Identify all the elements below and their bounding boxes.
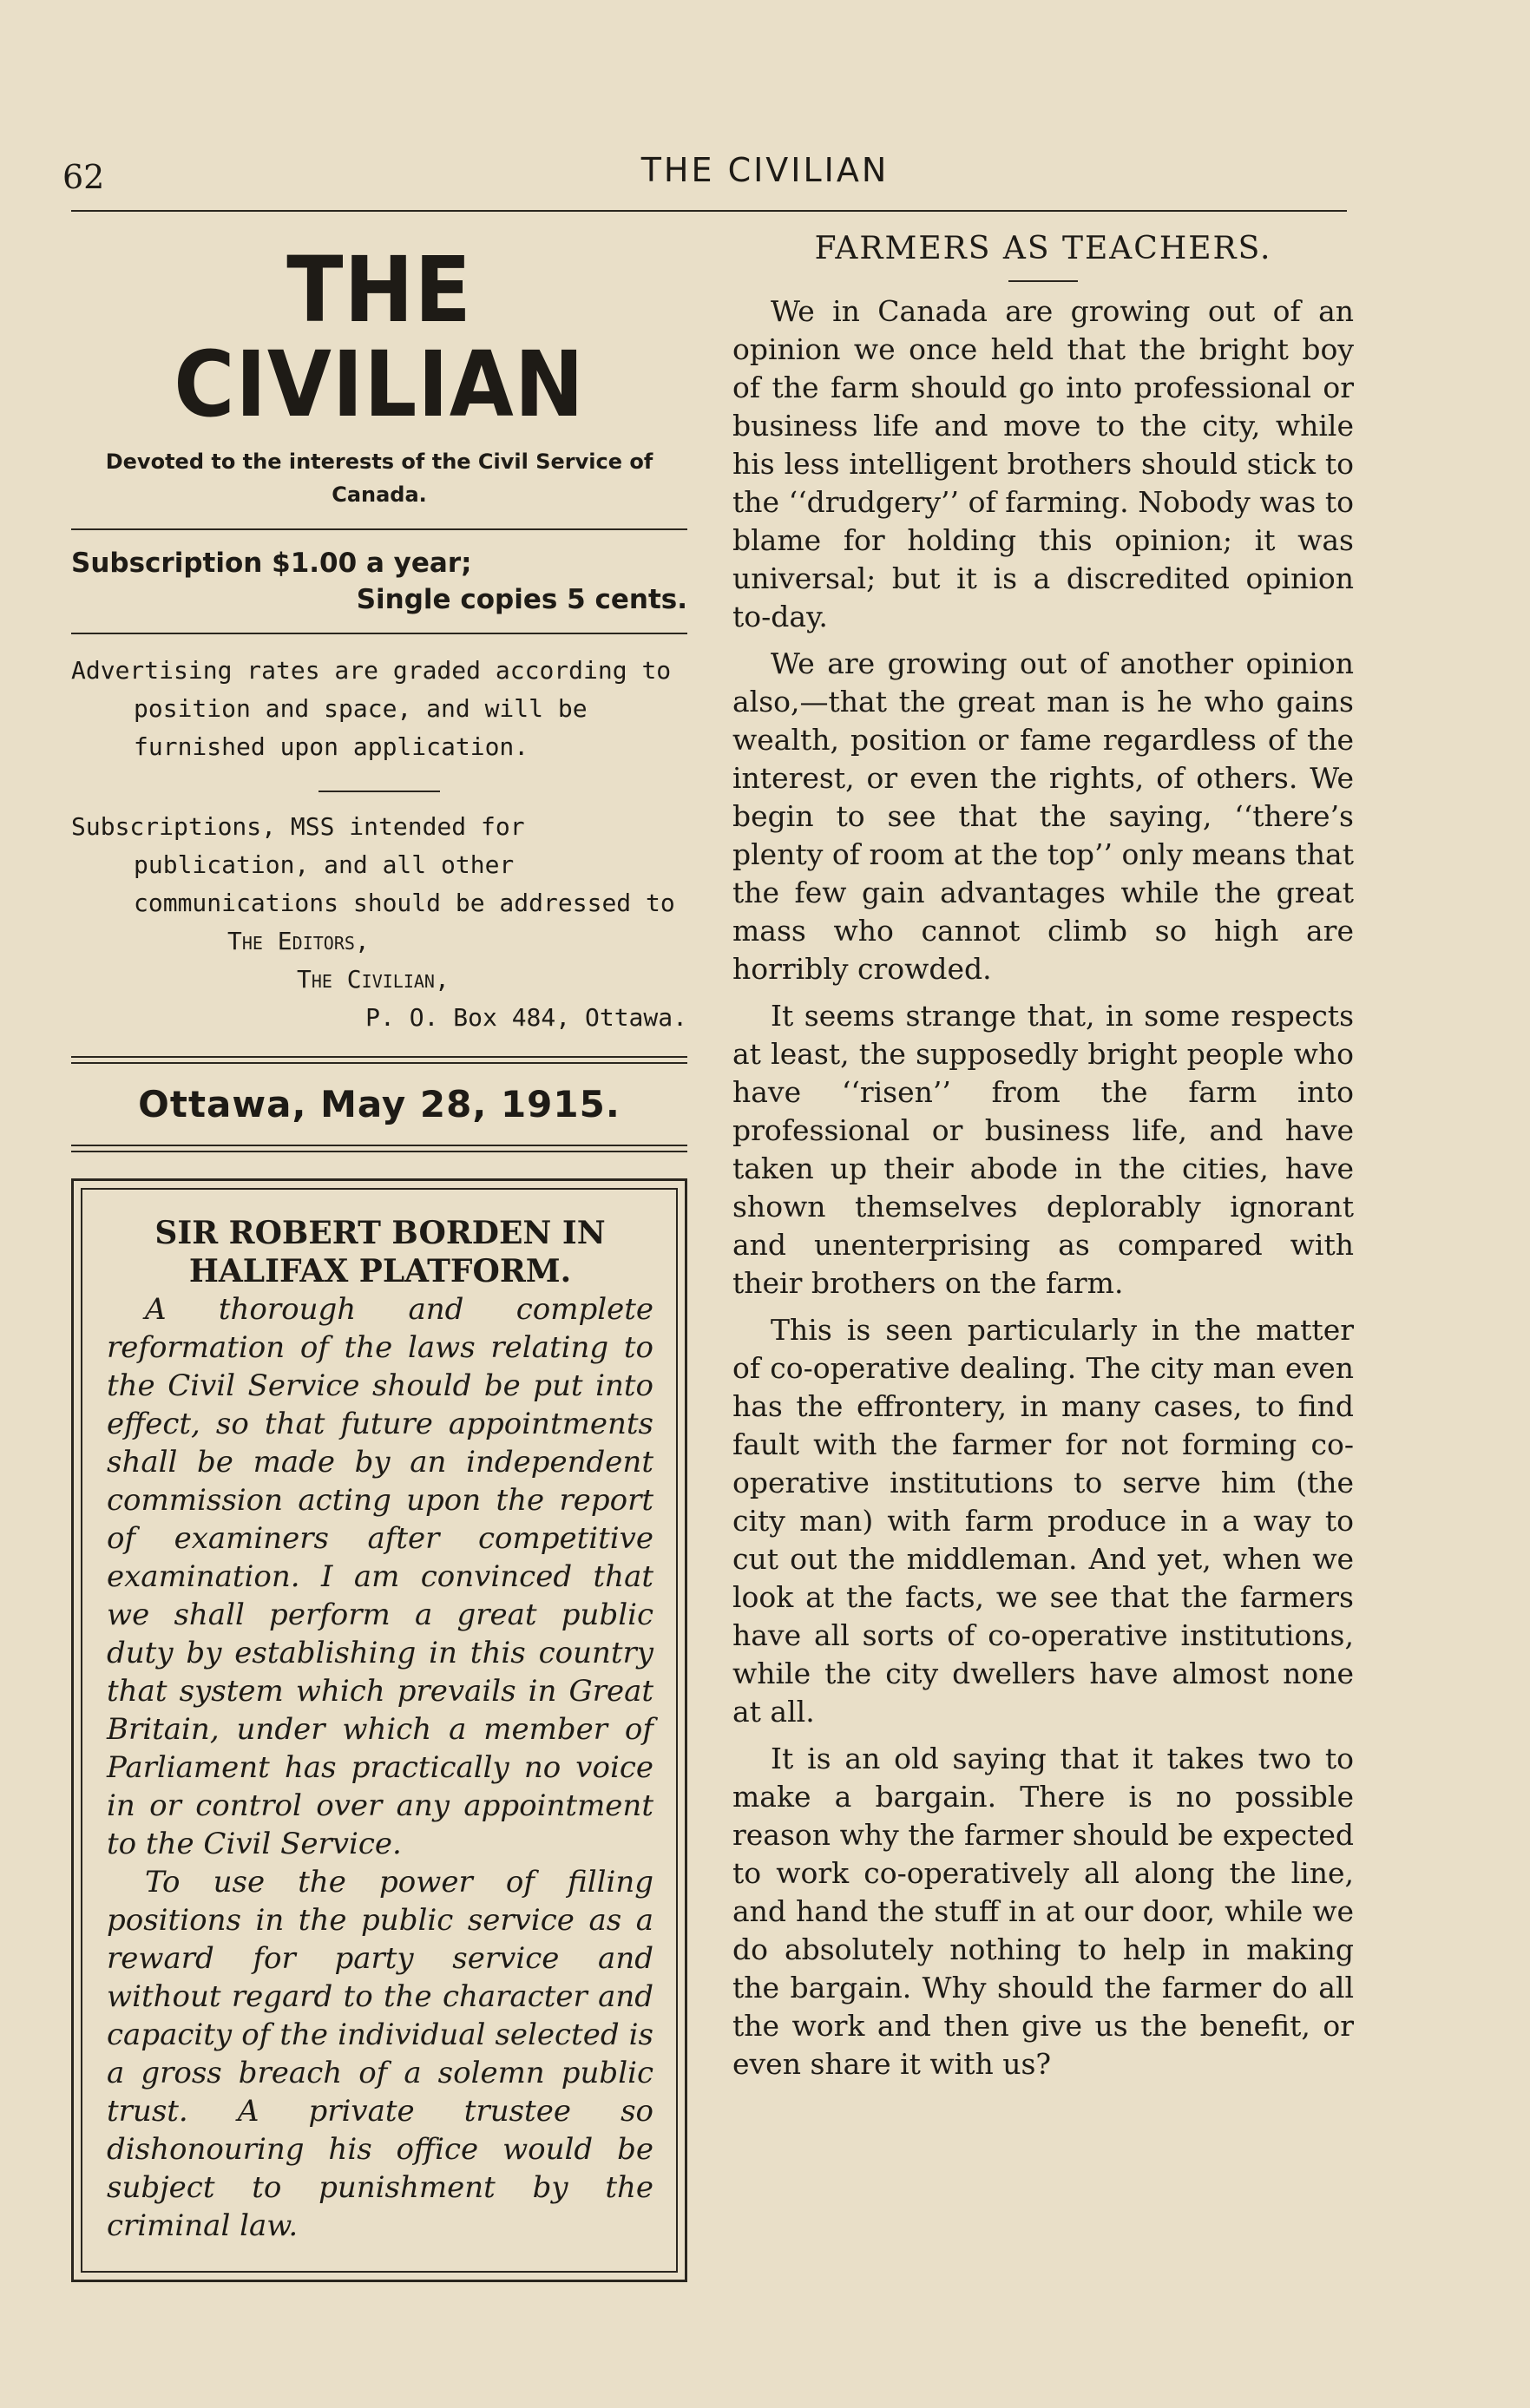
issue-date: Ottawa, May 28, 1915.: [138, 1082, 621, 1125]
left-column: [71, 227, 687, 2282]
article-title: FARMERS AS TEACHERS.: [814, 231, 1272, 266]
quote-paragraph: To use the power of filling positions in the public service as a reward for party service and without regard to the character and capacity of the individual selected is a gross breach of a solemn public trust. A private trustee so dishonouring his office would be subject to punishment by the criminal law.: [107, 1864, 653, 2243]
running-title: THE CIVILIAN: [640, 151, 890, 189]
quote-paragraph: A thorough and complete reformation of the laws relating to the Civil Service should be put into effect, so that future appointments shall be made by an independent commission acting upon the report of examiners after competitive examination. I am convinced that we shall perform a great public duty by establishing in this country that system which prevails in Great Britain, under which a member of Parliament has practically no voice in or control over any appointment to the Civil Service.: [107, 1291, 653, 1861]
article-paragraph: It seems strange that, in some respects at least, the supposedly bright people who have ‘‘risen’’ from the farm into professional or business life, and have taken up their abode in the cities, have shown themselves deplorably ignorant and unenterprising as compared with their brothers on the farm.: [732, 999, 1354, 1300]
quote-box: [71, 1178, 687, 2282]
article-paragraph: This is seen particularly in the matter of co-operative dealing. The city man even has the effrontery, in many cases, to find fault with the farmer for not forming co-operative institutions to serve him (the city man) with farm produce in a way to cut out the middleman. And yet, when we look at the facts, we see that the farmers have all sorts of co-operative institutions, while the city dwellers have almost none at all.: [732, 1313, 1354, 1729]
subscriptions-note: Subscriptions, MSS intended for publication, and all other communications should be addressed to: [71, 811, 675, 917]
advertising-note: Advertising rates are graded according to position and space, and will be furnished upon application.: [71, 655, 672, 761]
short-divider: [318, 791, 440, 792]
quote-box-inner: [81, 1188, 678, 2273]
right-column: [732, 231, 1354, 2092]
double-divider: [71, 1056, 687, 1064]
divider: [71, 633, 687, 634]
divider: [71, 528, 687, 530]
masthead-title: THE CIVILIAN: [174, 237, 585, 438]
header-rule: [71, 210, 1347, 212]
address-line: P. O. Box 484, Ottawa.: [365, 1002, 687, 1032]
address-line: The Civilian,: [297, 964, 450, 994]
subscription-price: Subscription $1.00 a year;: [71, 547, 472, 579]
single-copy-price: Single copies 5 cents.: [356, 583, 687, 615]
article-paragraph: It is an old saying that it takes two to make a bargain. There is no possible reason why the farmer should be expected to work co-operatively all along the line, and hand the stuff in at our door, while we do absolutely nothing to help in making the bargain. Why should the farmer do all the work and then give us the benefit, or even share it with us?: [732, 1742, 1354, 2081]
address-line: The Editors,: [227, 926, 370, 955]
quote-box-title: SIR ROBERT BORDEN IN HALIFAX PLATFORM.: [154, 1214, 606, 1289]
article-paragraph: We in Canada are growing out of an opinion we once held that the bright boy of the farm should go into professional or business life and move to the city, while his less intelligent brothers should stick to the ‘‘drudgery’’ of farming. Nobody was to blame for holding this opinion; it was universal; but it is a discredited opinion to-day.: [732, 294, 1354, 633]
double-divider: [71, 1145, 687, 1152]
page-number: 62: [62, 158, 105, 196]
masthead-tagline: Devoted to the interests of the Civil Service of Canada.: [105, 449, 653, 507]
article-paragraph: We are growing out of another opinion also,—that the great man is he who gains wealth, position or fame regardless of the interest, or even the rights, of others. We begin to see that the saying, ‘‘there’s plenty of room at the top’’ only means that the few gain advantages while the great mass who cannot climb so high are horribly crowded.: [732, 646, 1354, 986]
title-rule: [1008, 280, 1078, 282]
